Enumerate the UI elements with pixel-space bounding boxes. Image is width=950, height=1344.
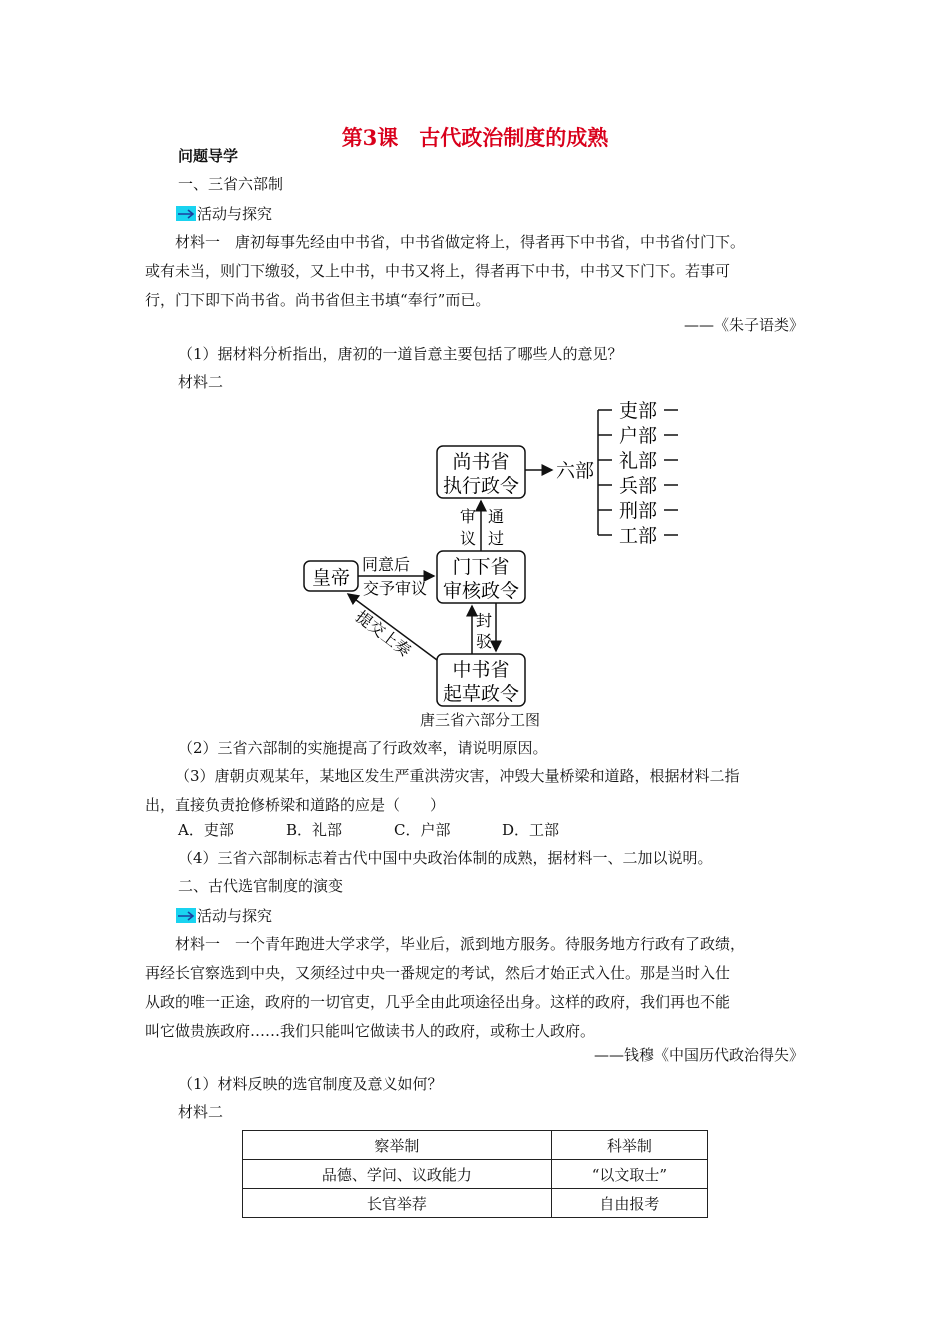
label-shen: 审 bbox=[459, 507, 477, 526]
ministry-rites: 礼部 bbox=[618, 450, 658, 472]
material-line: 行，门下即下尚书省。尚书省但主书填“奉行”而已。 bbox=[145, 291, 491, 309]
section1-heading: 一、三省六部制 bbox=[178, 175, 284, 193]
option-d: D．工部 bbox=[502, 821, 560, 839]
liubu-label: 六部 bbox=[555, 460, 595, 482]
menxia-label-2: 审核政令 bbox=[442, 580, 520, 602]
material-line: 材料一 一个青年跑进大学求学，毕业后，派到地方服务。待服务地方行政有了政绩， bbox=[175, 935, 746, 953]
section2-question1: （1）材料反映的选官制度及意义如何？ bbox=[178, 1075, 443, 1093]
section2-heading: 二、古代选官制度的演变 bbox=[178, 877, 344, 895]
section1-activity bbox=[176, 204, 272, 224]
section1-question1: （1）据材料分析指出，唐初的一道旨意主要包括了哪些人的意见？ bbox=[178, 345, 623, 363]
section1-question3 bbox=[145, 762, 805, 820]
zhongshu-label-1: 中书省 bbox=[452, 659, 510, 681]
activity-label: 活动与探究 bbox=[197, 205, 273, 223]
material-line: 叫它做贵族政府……我们只能叫它做读书人的政府，或称士人政府。 bbox=[145, 1022, 596, 1040]
label-submit: 提交上奏 bbox=[352, 606, 415, 661]
material-line: 或有未当，则门下缴驳，又上中书，中书又将上，得者再下中书，中书又下门下。若事可 bbox=[145, 262, 731, 280]
table-cell: “以文取士” bbox=[551, 1160, 707, 1189]
material-line: 从政的唯一正途，政府的一切官吏，几乎全由此项途径出身。这样的政府，我们再也不能 bbox=[145, 993, 731, 1011]
label-guo: 过 bbox=[487, 529, 505, 548]
section2-source: ——钱穆《中国历代政治得失》 bbox=[593, 1046, 804, 1064]
section1-material2-label: 材料二 bbox=[178, 373, 224, 391]
section1-source: ——《朱子语类》 bbox=[683, 316, 804, 334]
ministry-war: 兵部 bbox=[618, 475, 658, 497]
section2-material2-label: 材料二 bbox=[178, 1103, 224, 1121]
ministry-justice: 刑部 bbox=[618, 500, 658, 522]
option-a: A．吏部 bbox=[178, 821, 234, 839]
table-cell: 品德、学问、议政能力 bbox=[243, 1160, 552, 1189]
section1-material1 bbox=[145, 228, 805, 315]
label-yi: 议 bbox=[459, 529, 477, 548]
arrow-right-icon bbox=[176, 908, 196, 923]
emperor-label: 皇帝 bbox=[311, 567, 351, 589]
three-departments-diagram bbox=[300, 398, 700, 728]
shangshu-label-2: 执行政令 bbox=[442, 475, 520, 497]
activity-label: 活动与探究 bbox=[197, 907, 273, 925]
table-row bbox=[243, 1160, 708, 1189]
label-agree-1: 同意后 bbox=[361, 555, 411, 574]
ministry-works: 工部 bbox=[618, 525, 658, 547]
label-agree-2: 交予审议 bbox=[362, 579, 428, 598]
table-header-cell: 察举制 bbox=[243, 1131, 552, 1160]
table-header-row bbox=[243, 1131, 708, 1160]
table-cell: 自由报考 bbox=[551, 1189, 707, 1218]
zhongshu-label-2: 起草政令 bbox=[442, 683, 520, 705]
section2-material1 bbox=[145, 930, 805, 1046]
section2-activity bbox=[176, 906, 272, 926]
label-feng: 封 bbox=[475, 611, 493, 630]
page-title: 第3课 古代政治制度的成熟 bbox=[341, 125, 609, 150]
shangshu-label-1: 尚书省 bbox=[452, 451, 510, 473]
ministry-revenue: 户部 bbox=[618, 425, 658, 447]
material-line: 再经长官察选到中央，又须经过中央一番规定的考试，然后才始正式入仕。那是当时入仕 bbox=[145, 964, 731, 982]
selection-system-table bbox=[242, 1130, 708, 1218]
arrow-right-icon bbox=[176, 206, 196, 221]
label-bo: 驳 bbox=[475, 632, 493, 651]
section1-question4: （4）三省六部制标志着古代中国中央政治体制的成熟，据材料一、二加以说明。 bbox=[178, 849, 713, 867]
guide-heading: 问题导学 bbox=[178, 147, 239, 165]
question-line: （3）唐朝贞观某年，某地区发生严重洪涝灾害，冲毁大量桥梁和道路，根据材料二指 bbox=[175, 767, 740, 785]
table-header-cell: 科举制 bbox=[551, 1131, 707, 1160]
section1-options bbox=[178, 820, 610, 840]
diagram-caption: 唐三省六部分工图 bbox=[420, 711, 541, 729]
label-tong: 通 bbox=[487, 507, 505, 526]
menxia-label-1: 门下省 bbox=[452, 556, 510, 578]
option-b: B．礼部 bbox=[286, 821, 343, 839]
option-c: C．户部 bbox=[394, 821, 451, 839]
ministry-personnel: 吏部 bbox=[618, 400, 658, 422]
material-line: 材料一 唐初每事先经由中书省，中书省做定将上，得者再下中书省，中书省付门下。 bbox=[175, 233, 746, 251]
table-cell: 长官举荐 bbox=[243, 1189, 552, 1218]
table-row bbox=[243, 1189, 708, 1218]
question-line: 出，直接负责抢修桥梁和道路的应是（ ） bbox=[145, 796, 446, 814]
section1-question2: （2）三省六部制的实施提高了行政效率，请说明原因。 bbox=[178, 739, 548, 757]
